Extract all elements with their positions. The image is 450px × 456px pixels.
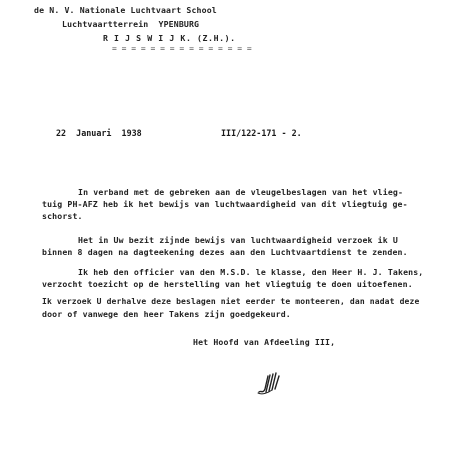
addressee-line-1: de N. V. Nationale Luchtvaart School bbox=[34, 5, 217, 15]
addressee-underline: = = = = = = = = = = = = = = = bbox=[112, 44, 252, 53]
addressee-line-2: Luchtvaartterrein YPENBURG bbox=[62, 19, 200, 29]
body-p4-line-2: door of vanwege den heer Takens zijn goedgekeurd. bbox=[42, 309, 291, 319]
body-p1-line-2: tuig PH-AFZ heb ik het bewijs van luchtwaardigheid van dit vliegtuig ge- bbox=[42, 199, 408, 209]
body-p2-line-2: binnen 8 dagen na dagteekening dezes aan den Luchtvaartdienst te zenden. bbox=[42, 247, 408, 257]
body-p3-line-2: verzocht toezicht op de herstelling van het vliegtuig te doen uitoefenen. bbox=[42, 279, 413, 289]
body-p3-line-1: Ik heb den officier van den M.S.D. le klasse, den Heer H. J. Takens, bbox=[78, 267, 424, 277]
handwritten-signature bbox=[256, 368, 288, 398]
closing-signoff: Het Hoofd van Afdeeling III, bbox=[193, 337, 336, 347]
body-p4-line-1: Ik verzoek U derhalve deze beslagen niet eerder te monteeren, dan nadat deze bbox=[42, 297, 420, 306]
body-p2-line-1: Het in Uw bezit zijnde bewijs van luchtwaardigheid verzoek ik U bbox=[78, 235, 398, 245]
body-p1-line-3: schorst. bbox=[42, 211, 83, 221]
letter-date: 22 Januari 1938 bbox=[56, 128, 142, 138]
body-p1-line-1: In verband met de gebreken aan de vleugelbeslagen van het vlieg- bbox=[78, 187, 404, 197]
reference-number: III/122-171 - 2. bbox=[221, 128, 302, 138]
addressee-line-3: R I J S W I J K. (Z.H.). bbox=[103, 33, 236, 43]
